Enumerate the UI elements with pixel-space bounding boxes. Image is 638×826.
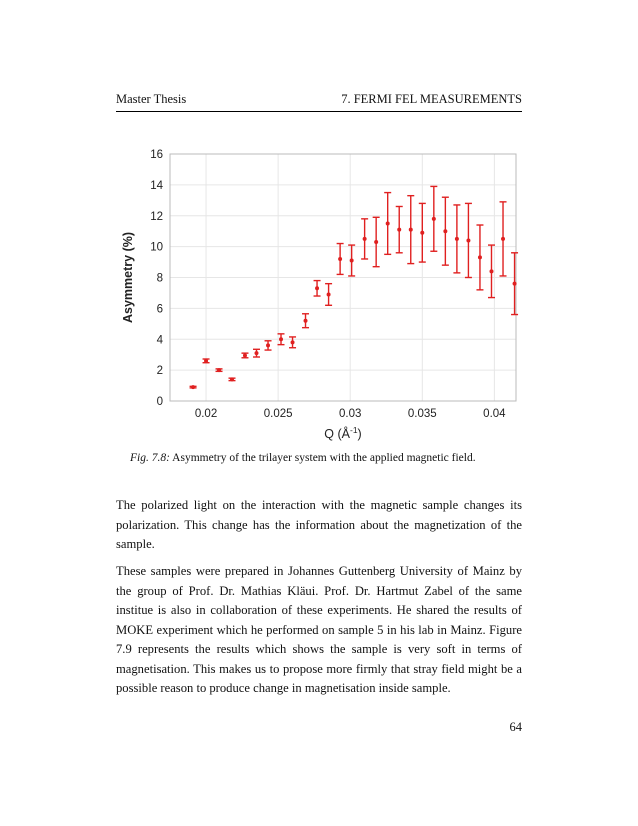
caption-text: Asymmetry of the trilayer system with the applied magnetic field. (169, 452, 476, 464)
data-marker (350, 259, 354, 263)
data-point (265, 341, 272, 350)
data-marker (513, 282, 517, 286)
data-marker (291, 340, 295, 344)
data-point (419, 203, 426, 262)
data-marker (443, 229, 447, 233)
data-marker (304, 319, 308, 323)
data-marker (204, 359, 208, 363)
data-point (289, 337, 296, 348)
paragraph-1: The polarized light on the interaction with the magnetic sample changes its polarization. This change has the information about the magnetization of the sample. (116, 498, 522, 551)
x-tick-label: 0.03 (339, 408, 362, 420)
data-point (442, 197, 449, 265)
x-axis-label-superscript: -1 (349, 425, 358, 435)
data-point (361, 219, 368, 259)
y-tick-label: 6 (156, 303, 163, 316)
x-tick-label: 0.02 (194, 408, 218, 420)
x-axis-label-close: ) (357, 427, 362, 441)
data-marker (191, 385, 195, 389)
data-marker (243, 353, 247, 357)
data-point (453, 205, 460, 273)
data-marker (466, 238, 470, 242)
data-marker (501, 237, 505, 241)
data-marker (409, 228, 413, 232)
y-tick-label: 8 (156, 272, 163, 285)
data-point (430, 186, 437, 251)
header-left: Master Thesis (116, 92, 187, 106)
data-point (500, 202, 507, 276)
data-point (396, 206, 403, 252)
data-point (302, 314, 309, 328)
data-point (325, 284, 332, 306)
figure-label: Fig. 7.8: (130, 452, 170, 464)
data-point (203, 359, 210, 363)
data-marker (315, 286, 319, 290)
data-point (228, 377, 235, 381)
data-marker (455, 237, 459, 241)
chart-grid (170, 154, 516, 401)
data-point (253, 349, 260, 357)
y-tick-label: 16 (150, 149, 163, 161)
chart-data-points (190, 186, 518, 389)
data-marker (217, 368, 221, 372)
data-marker (338, 257, 342, 261)
x-axis-label: Q $(Å^{-1})$ (324, 425, 362, 441)
page-header (116, 92, 522, 112)
data-marker (489, 269, 493, 273)
header-rule (116, 111, 522, 112)
data-point (511, 253, 518, 315)
data-marker (432, 217, 436, 221)
x-tick-label: 0.035 (407, 408, 437, 420)
paragraph-2: These samples were prepared in Johannes Guttenberg University of Mainz by the group of Prof. Dr. Mathias Kläui. Prof. Dr. Hartmut Zabel of the same institue is also in collaboration of these experiments. He shared the results of MOKE experiment which he performed on sample 5 in his lab in Mainz. Figure 7.9 represents the results which shows the sample is very soft in terms of magnetisation. This makes us to propose more firmly that stray field might be a possible reason to produce change in magnetisation inside sample. (116, 564, 522, 695)
y-tick-label: 2 (156, 365, 163, 378)
header-right: 7. FERMI FEL MEASUREMENTS (341, 92, 522, 106)
y-tick-label: 0 (156, 396, 163, 408)
y-tick-label: 10 (150, 241, 163, 254)
data-marker (478, 255, 482, 259)
asymmetry-chart (118, 140, 538, 445)
data-marker (374, 240, 378, 244)
y-axis-label: Asymmetry (%) (121, 231, 135, 324)
data-marker (420, 231, 424, 235)
data-point (384, 193, 391, 255)
data-marker (255, 351, 259, 355)
figure-caption (130, 452, 530, 464)
data-point (241, 353, 248, 358)
data-point (314, 281, 321, 296)
data-marker (386, 221, 390, 225)
data-point (190, 385, 197, 389)
data-point (407, 196, 414, 264)
x-tick-label: 0.04 (483, 408, 506, 420)
data-marker (279, 337, 283, 341)
data-marker (363, 237, 367, 241)
data-marker (397, 228, 401, 232)
data-point (373, 217, 380, 266)
data-marker (266, 343, 270, 347)
y-tick-label: 12 (150, 210, 163, 223)
data-marker (230, 377, 234, 381)
y-tick-label: 4 (156, 334, 163, 347)
data-point (348, 245, 355, 276)
y-tick-label: 14 (150, 179, 163, 192)
page-number: 64 (509, 720, 522, 734)
data-marker (327, 292, 331, 296)
data-point (465, 203, 472, 277)
data-point (476, 225, 483, 290)
data-point (337, 244, 344, 275)
x-tick-label: 0.025 (263, 408, 293, 420)
